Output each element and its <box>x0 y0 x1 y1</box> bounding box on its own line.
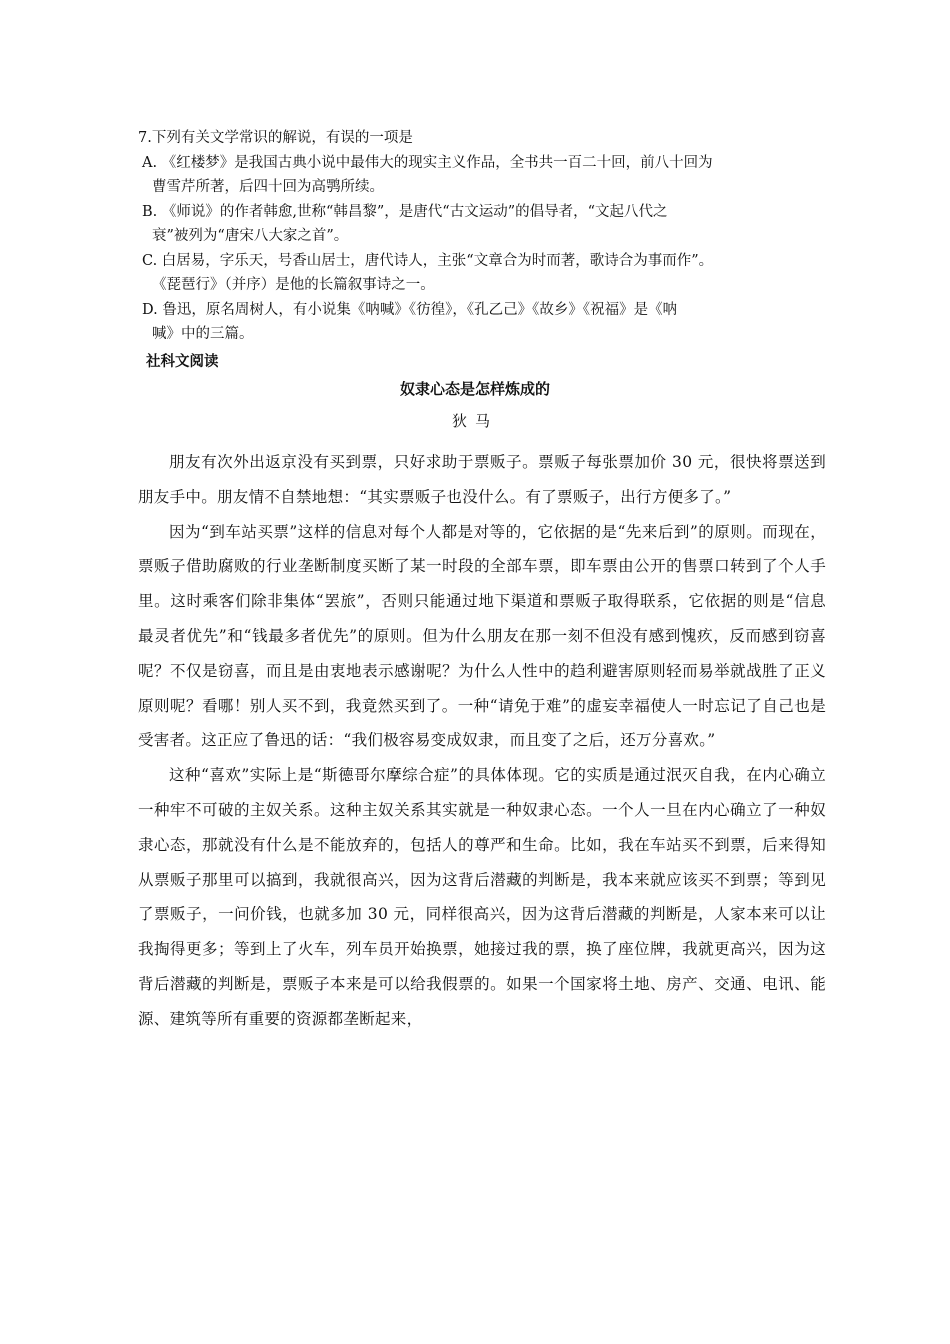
option-c <box>138 249 828 298</box>
option-a-line1: A. 《红楼梦》是我国古典小说中最伟大的现实主义作品，全书共一百二十回，前八十回为 <box>142 154 713 171</box>
article-paragraph-1: 朋友有次外出返京没有买到票，只好求助于票贩子。票贩子每张票加价 30 元，很快将票送到朋友手中。朋友情不自禁地想：“其实票贩子也没什么。有了票贩子，出行方便多了。” <box>138 453 826 506</box>
question-stem: 7.下列有关文学常识的解说，有误的一项是 <box>138 130 413 146</box>
option-b-line1: B. 《师说》的作者韩愈,世称“韩昌黎”，是唐代“古文运动”的倡导者，“文起八代之 <box>142 203 668 220</box>
option-d-line1: D. 鲁迅，原名周树人，有小说集《呐喊》《彷徨》，《孔乙己》《故乡》《祝福》是《呐 <box>142 301 678 318</box>
article-author: 狄马 <box>451 412 498 430</box>
option-b-line2: 衰”被列为“唐宋八大家之首”。 <box>152 228 349 244</box>
option-a-line2: 曹雪芹所著，后四十回为高鹗所续。 <box>152 179 384 195</box>
option-d <box>138 298 828 347</box>
article-paragraph-2: 因为“到车站买票”这样的信息对每个人都是对等的，它依据的是“先来后到”的原则。而现在，票贩子借助腐败的行业垄断制度买断了某一时段的全部车票，即车票由公开的售票口转到了个人手里。这时乘客们除非集体“罢旅”，否则只能通过地下渠道和票贩子取得联系，它依据的则是“信息最灵者优先”和“钱最多者优先”的原则。但为什么朋友在那一刻不但没有感到愧疚，反而感到窃喜呢？不仅是窃喜，而且是由衷地表示感谢呢？为什么人性中的趋利避害原则轻而易举就战胜了正义原则呢？看哪！别人买不到，我竟然买到了。一种“请免于难”的虚妄幸福使人一时忘记了自己也是受害者。这正应了鲁迅的话：“我们极容易变成奴隶，而且变了之后，还万分喜欢。” <box>138 522 826 750</box>
option-c-line2: 《琵琶行》（并序）是他的长篇叙事诗之一。 <box>152 277 435 293</box>
question-7 <box>138 126 828 347</box>
option-b <box>138 200 828 249</box>
article-body <box>138 445 826 1037</box>
option-a <box>138 151 828 200</box>
option-d-line2: 喊》中的三篇。 <box>152 326 254 342</box>
article-paragraph-3: 这种“喜欢”实际上是“斯德哥尔摩综合症”的具体体现。它的实质是通过泯灭自我，在内心确立一种牢不可破的主奴关系。这种主奴关系其实就是一种奴隶心态。一个人一旦在内心确立了一种奴隶心态，那就没有什么是不能放弃的，包括人的尊严和生命。比如，我在车站买不到票，后来得知从票贩子那里可以搞到，我就很高兴，因为这背后潜藏的判断是，我本来就应该买不到票；等到见了票贩子，一问价钱，也就多加 30 元，同样很高兴，因为这背后潜藏的判断是，人家本来可以让我掏得更多；等到上了火车，列车员开始换票，她接过我的票，换了座位牌，我就更高兴，因为这背后潜藏的判断是，票贩子本来是可以给我假票的。如果一个国家将土地、房产、交通、电讯、能源、建筑等所有重要的资源都垄断起来， <box>138 766 826 1028</box>
option-c-line1: C. 白居易，字乐天，号香山居士，唐代诗人，主张“文章合为时而著，歌诗合为事而作”。 <box>142 252 714 269</box>
section-label: 社科文阅读 <box>146 354 219 370</box>
article-title: 奴隶心态是怎样炼成的 <box>399 380 550 398</box>
